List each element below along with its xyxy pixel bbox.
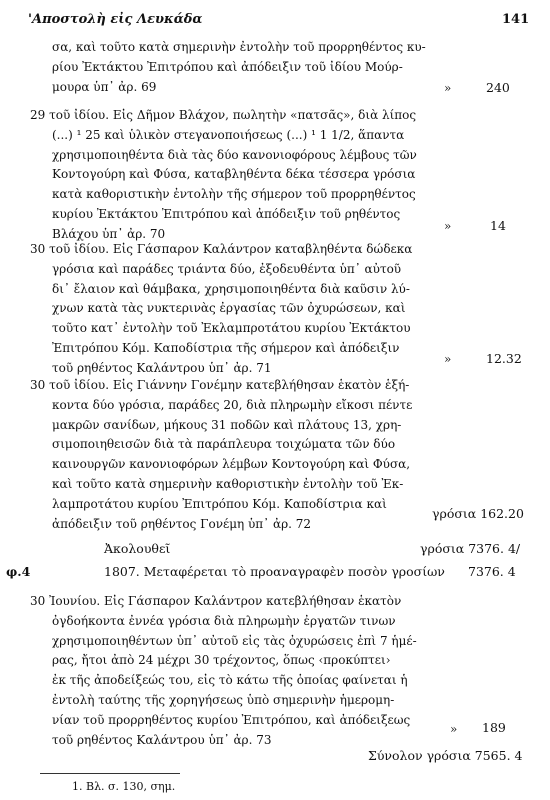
entry-line: 30 Ἰουνίου. Εἰς Γάσπαρον Καλάντρον κατεβλήθησαν ἑκατὸν — [30, 594, 402, 608]
ditto-marker: » — [450, 722, 458, 736]
entry-line: σιμοποιηθεισῶν διὰ τὰ παράπλευρα τοιχώματα τῶν δύο — [52, 437, 396, 452]
entry-line: τοῦτο κατ᾽ ἐντολὴν τοῦ Ἐκλαμπροτάτου κυρίου Ἐκτάκτου — [52, 321, 411, 336]
footnote: 1. Βλ. σ. 130, σημ. — [72, 780, 176, 793]
entry-line: Κοντογούρη καὶ Φύσα, καταβληθέντα δέκα τέσσερα γρόσια — [52, 167, 416, 182]
entry-line: ἐντολὴ ταύτης τῆς χορηγήσεως ὑπὸ σημερινὴν ἡμερομη- — [52, 692, 395, 707]
page-number: 141 — [502, 12, 530, 27]
entry-line: ρίου Ἐκτάκτου Ἐπιτρόπου καὶ ἀπόδειξιν τοῦ ἰδίου Μούρ- — [52, 59, 403, 74]
entry-amount: 14 — [490, 218, 506, 233]
ledger-entry-69 — [22, 38, 470, 97]
entry-line: γρόσια καὶ παράδες τριάντα δύο, ἐξοδευθέντα ὑπ᾽ αὐτοῦ — [52, 261, 402, 276]
entry-line: ἐκ τῆς ἀποδείξεώς του, εἰς τὸ κάτω τῆς ὁποίας φαίνεται ἡ — [52, 673, 408, 688]
entry-line: Βλάχου ὑπ᾽ ἀρ. 70 — [52, 226, 166, 241]
entry-line: κυρίου Ἐκτάκτου Ἐπιτρόπου καὶ ἀπόδειξιν τοῦ ρηθέντος — [52, 206, 401, 221]
running-title: 'Αποστολὴ εἰς Λευκάδα — [28, 12, 203, 27]
transfer-line: 1807. Μεταφέρεται τὸ προαναγραφὲν ποσὸν γροσίων — [104, 564, 445, 579]
carried-forward-amount: γρόσια 7376. 4/ — [420, 541, 521, 556]
entry-line: τοῦ ρηθέντος Καλάντρου ὑπ᾽ ἀρ. 71 — [52, 360, 272, 375]
entry-line: 30 τοῦ ἰδίου. Εἰς Γιάννην Γονέμην κατεβλήθησαν ἑκατὸν ἑξή- — [30, 378, 410, 392]
entry-line: ρας, ἤτοι ἀπὸ 24 μέχρι 30 τρέχοντος, ὅπως ‹προκύπτει› — [52, 653, 391, 668]
entry-line: λαμπροτάτου κυρίου Ἐπιτρόπου Κόμ. Καποδίστρια καὶ — [52, 496, 387, 511]
entry-line: Ἐπιτρόπου Κόμ. Καποδίστρια τῆς σήμερον καὶ ἀπόδειξιν — [52, 340, 400, 355]
entry-line: χρησιμοποιηθέντων ὑπ᾽ αὐτοῦ εἰς τὰς ὀχυρώσεις ἐπὶ 7 ἡμέ- — [52, 633, 417, 648]
entry-line: καὶ τοῦτο κατὰ σημερινὴν καθοριστικὴν ἐντολὴν τοῦ Ἐκ- — [52, 476, 404, 491]
transfer-amount: 7376. 4 — [468, 564, 516, 579]
entry-line: σα, καὶ τοῦτο κατὰ σημερινὴν ἐντολὴν τοῦ προρρηθέντος κυ- — [52, 40, 426, 54]
entry-amount: 189 — [482, 720, 506, 735]
entry-line: 29 τοῦ ἰδίου. Εἰς Δῆμον Βλάχον, πωλητὴν «πατσᾶς», διὰ λίπος — [30, 108, 417, 122]
ledger-entry-70 — [22, 106, 470, 245]
ditto-marker: » — [444, 81, 452, 95]
entry-amount: 240 — [486, 80, 510, 95]
folio-mark: φ.4 — [6, 564, 31, 579]
entry-line: τοῦ ρηθέντος Καλάντρου ὑπ᾽ ἀρ. 73 — [52, 732, 272, 747]
grand-total: Σύνολον γρόσια 7565. 4 — [368, 748, 523, 763]
entry-amount: 12.32 — [486, 351, 522, 366]
entry-line: καινουργῶν κανονιοφόρων λέμβων Κοντογούρη καὶ Φύσα, — [52, 457, 411, 472]
carried-forward-label: Ἀκολουθεῖ — [104, 541, 171, 556]
entry-line: νίαν τοῦ προρρηθέντος κυρίου Ἐπιτρόπου, καὶ ἀπόδειξεως — [52, 712, 411, 727]
entry-line: μακρῶν σανίδων, μήκους 31 ποδῶν καὶ πλάτους 13, χρη- — [52, 417, 402, 432]
entry-line: ὀγδοήκοντα ἐννέα γρόσια διὰ πληρωμὴν ἐργατῶν τινων — [52, 613, 396, 628]
ledger-entry-72 — [22, 376, 470, 534]
footnote-divider — [40, 773, 180, 774]
entry-line: κατὰ καθοριστικὴν ἐντολὴν τῆς σήμερον τοῦ προρρηθέντος — [52, 187, 416, 202]
entry-line: κοντα δύο γρόσια, παράδες 20, διὰ πληρωμὴν εἴκοσι πέντε — [52, 397, 413, 412]
ledger-entry-73 — [22, 592, 470, 750]
entry-line: (...) ¹ 25 καὶ ὑλικὸν στεγανοποιήσεως (...) ¹ 1 1/2, ἅπαντα — [52, 127, 405, 142]
entry-line: 30 τοῦ ἰδίου. Εἰς Γάσπαρον Καλάντρον καταβληθέντα δώδεκα — [30, 242, 413, 256]
entry-line: χρησιμοποιηθέντα διὰ τὰς δύο κανονιοφόρους λέμβους τῶν — [52, 147, 417, 162]
entry-line: δι᾽ ἔλαιον καὶ θάμβακα, χρησιμοποιηθέντα διὰ καῦσιν λύ- — [52, 281, 410, 296]
ditto-marker: » — [444, 219, 452, 233]
ledger-entry-71 — [22, 240, 470, 379]
entry-line: ἀπόδειξιν τοῦ ρηθέντος Γονέμη ὑπ᾽ ἀρ. 72 — [52, 516, 312, 531]
entry-line: χνων κατὰ τὰς νυκτερινὰς ἐργασίας τῶν ὀχυρώσεων, καὶ — [52, 301, 406, 316]
ditto-marker: » — [444, 352, 452, 366]
entry-amount: γρόσια 162.20 — [432, 506, 524, 521]
entry-line: μουρα ὑπ᾽ ἀρ. 69 — [52, 79, 157, 94]
